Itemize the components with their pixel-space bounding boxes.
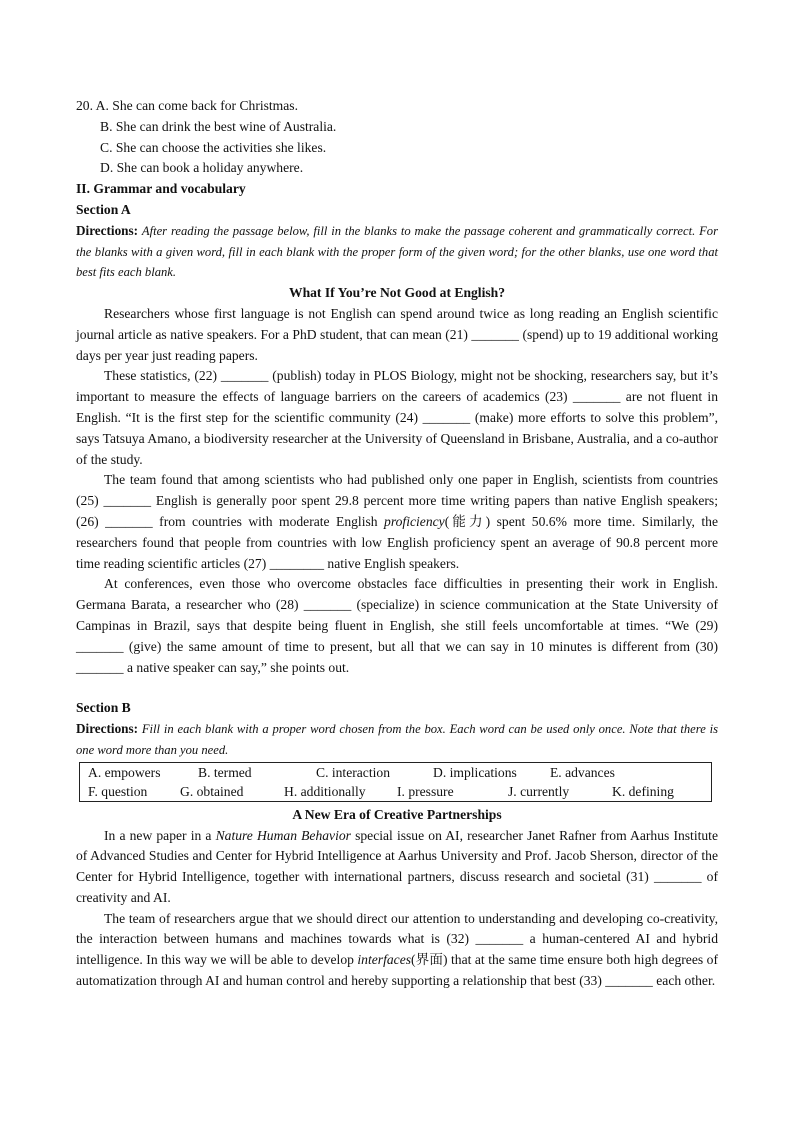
section-a-title: Section A: [76, 201, 131, 217]
option-20d: D. She can book a holiday anywhere.: [100, 160, 304, 176]
directions-label: Directions:: [76, 222, 139, 238]
paragraph: Researchers whose first language is not English can spend around twice as long reading an English scientific journal article as native speakers. For a PhD student, that can mean (21) _______ (spend) up to 19 additional working days per year just reading papers.: [76, 305, 718, 363]
paragraph-text: (能力) spent 50.6% more time. Similarly, the researchers found that people from countries with low English proficiency spent an average of 90.8 percent more time reading scientific articles (27) ________ native English speakers.: [76, 513, 718, 571]
option-20a: 20. A. She can come back for Christmas.: [76, 98, 298, 113]
paragraph-text: The team found that among scientists who had published only one paper in English, scientists from countries (25) _______ English is generally poor spent 29.8 percent more time writing papers than native English speakers; (26) _______ from countries with moderate English: [76, 472, 718, 529]
word-box-row: [88, 782, 703, 801]
italic-term: interfaces: [357, 952, 412, 968]
italic-term: proficiency: [384, 513, 445, 529]
paragraph: [76, 470, 718, 574]
word-option: I. pressure: [397, 783, 454, 799]
section-a-directions: [76, 221, 718, 283]
option-20b: B. She can drink the best wine of Australia.: [100, 118, 337, 134]
paragraph: [76, 826, 718, 909]
exam-page: [76, 96, 718, 992]
word-option: F. question: [88, 783, 148, 799]
word-option: D. implications: [433, 764, 517, 780]
paragraph-text: In a new paper in a: [104, 827, 216, 843]
word-option: C. interaction: [316, 764, 390, 780]
paragraph: [76, 909, 718, 992]
section-a: [76, 200, 718, 678]
directions-label: Directions:: [76, 721, 139, 737]
passage-title: A New Era of Creative Partnerships: [292, 806, 502, 822]
word-box: [79, 762, 712, 802]
word-option: J. currently: [508, 783, 570, 799]
word-option: K. defining: [612, 783, 674, 799]
word-option: A. empowers: [88, 764, 161, 780]
word-box-row: [88, 763, 703, 782]
paragraph-text: The team of researchers argue that we should direct our attention to understanding and developing co-creativity, the interaction between humans and machines towards what is (32) _______ a human-centered AI and hybrid intelligence. In this way we will be able to develop: [76, 910, 718, 968]
option-20c: C. She can choose the activities she likes.: [100, 139, 327, 155]
word-option: H. additionally: [284, 783, 366, 799]
section-b: [76, 698, 718, 992]
paragraph-text: (界面) that at the same time ensure both high degrees of automatization through AI and human control and hereby supporting a relationship that best (33) _______ each other.: [76, 952, 718, 989]
paragraph: These statistics, (22) _______ (publish) today in PLOS Biology, might not be shocking, researchers say, but it’s important to measure the effects of language barriers on the careers of academics (23) _______ are not fluent in English. “It is the first step for the scientific community (24) _______ (make) more efforts to solve this problem”, says Tatsuya Amano, a biodiversity researcher at the University of Queensland in Brisbane, Australia, and a co-author of the study.: [76, 368, 718, 467]
italic-term: Nature Human Behavior: [215, 827, 351, 843]
part-title: II. Grammar and vocabulary: [76, 181, 246, 197]
directions-text: Fill in each blank with a proper word chosen from the box. Each word can be used only once. Note that there is one word more than you need.: [76, 722, 719, 757]
question-20: [76, 96, 718, 179]
paragraph: At conferences, even those who overcome obstacles face difficulties in presenting their work in English. Germana Barata, a researcher who (28) _______ (specialize) in science communication at the State University of Campinas in Brazil, says that despite being fluent in English, she still feels uncomfortable at times. “We (29) _______ (give) the same amount of time to present, but all that we can say in 10 minutes is different from (30) _______ a native speaker can say,” she points out.: [76, 576, 718, 675]
spacer: [76, 678, 718, 698]
section-b-title: Section B: [76, 700, 131, 716]
paragraph-text: special issue on AI, researcher Janet Rafner from Aarhus Institute of Advanced Studies and Center for Hybrid Intelligence at Aarhus University and Prof. Jacob Sherson, director of the Center for Hybrid Intelligence, together with international partners, discuss research and societal (31) _______ of creativity and AI.: [76, 827, 718, 905]
section-b-directions: [76, 719, 718, 761]
passage-title: What If You’re Not Good at English?: [288, 285, 505, 301]
word-option: B. termed: [198, 764, 252, 780]
directions-text: After reading the passage below, fill in the blanks to make the passage coherent and grammatically correct. For the blanks with a given word, fill in each blank with the proper form of the given word; for the other blanks, use one word that best fits each blank.: [76, 223, 718, 280]
word-option: G. obtained: [180, 783, 244, 799]
word-option: E. advances: [550, 764, 615, 780]
